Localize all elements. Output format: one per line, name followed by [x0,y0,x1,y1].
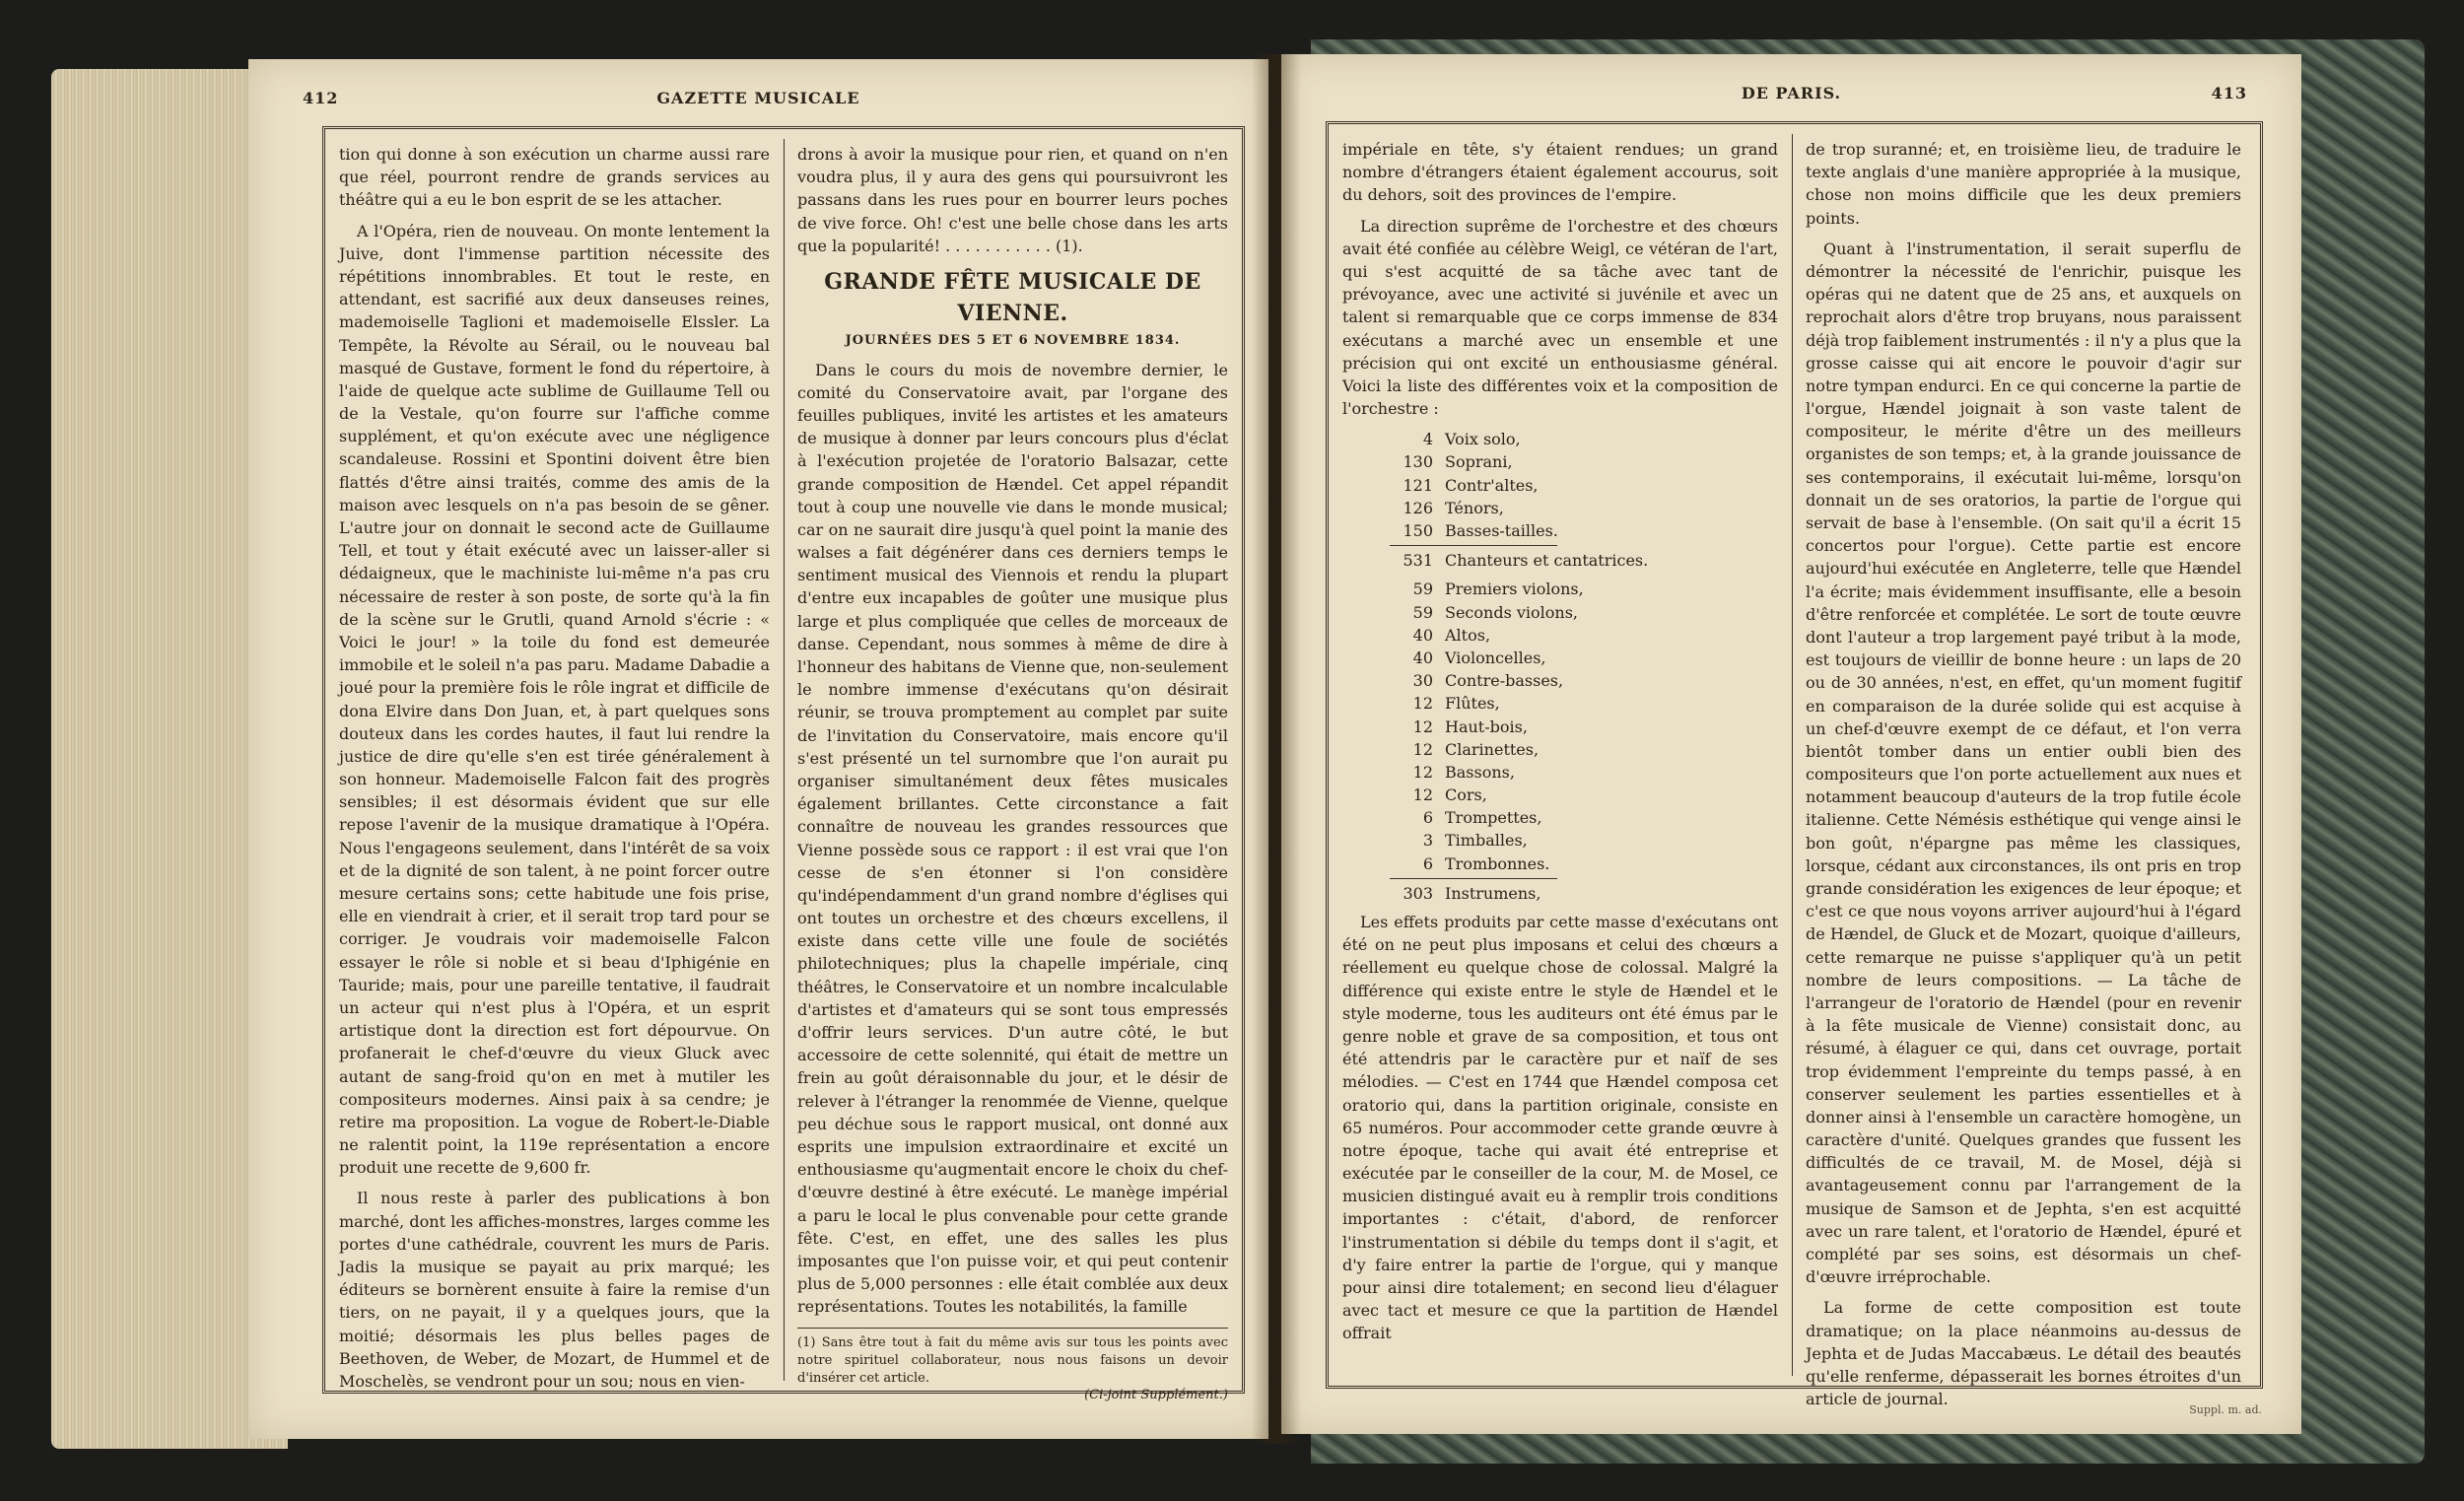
paragraph: La forme de cette composition est toute dramatique; on la place néanmoins au-dessus de Jephta et de Judas Maccabæus. Le détail des beautés qu'elle renferme, dépasserait les bornes étroites d'un article de journal. [1806,1298,2241,1409]
paragraph: drons à avoir la musique pour rien, et quand on n'en voudra plus, il y aura des gens qui poursuivront les passans dans les rues pour en bourrer leurs poches de vive force. Oh! c'est une belle chose dans les arts que la popularité! . . . . . . . . . . . (1). [797,145,1228,255]
voices-list [1342,428,1778,572]
list-item: 6 Trompettes, [1422,808,1542,828]
column-rule [1792,134,1793,1376]
list-item: 30 Contre-basses, [1412,671,1564,691]
list-item: 3 Timballes, [1422,831,1528,851]
left-page [248,59,1268,1439]
footnote-text: (1) Sans être tout à fait du même avis sur tous les points avec notre spirituel collaborateur, nous nous faisons un devoir d'insérer cet article. [797,1335,1228,1386]
printer-signature: Suppl. m. ad. [2189,1403,2262,1416]
list-item: 130 Soprani, [1403,452,1513,472]
right-column-2 [1806,138,2241,1409]
right-text-frame [1326,121,2263,1409]
right-page [1281,54,2301,1434]
instruments-list [1342,578,1778,905]
paragraph: Les effets produits par cette masse d'exécutans ont été on ne peut plus imposans et celui des chœurs a réellement eu quelque chose de colossal. Malgré la différence qui existe entre le style de Hændel et le style moderne, tous les auditeurs ont été émus par le genre noble et grave de sa composition, et tous ont été attendris par le caractère pur et naïf de ses mélodies. — C'est en 1744 que Hændel composa cet oratorio qui, dans la partition originale, consiste en 65 numéros. Pour accommoder cette grande œuvre à notre époque, tache qui avait été entreprise et exécutée par le conseiller de la cour, M. de Mosel, ce musicien distingué avait eu à remplir trois conditions importantes : c'était, d'abord, de renforcer l'instrumentation si débile du temps dont il s'agit, et d'y faire entrer la partie de l'orgue, qui y manque pour ainsi dire totalement; en second lieu d'élaguer avec tact et mesure ce que la partition de Hændel offrait [1342,913,1778,1343]
left-page-number: 412 [303,89,339,107]
book-gutter [1252,54,1301,1444]
left-text-frame [322,126,1245,1403]
footnote [797,1328,1228,1403]
list-item: 59 Premiers violons, [1412,580,1584,599]
list-item: 12 Haut-bois, [1412,716,1528,736]
paragraph: impériale en tête, s'y étaient rendues; un grand nombre d'étrangers étaient également accourus, soit du dehors, soit des provinces de l'empire. [1342,140,1778,205]
column-rule [784,139,785,1381]
list-item: 12 Bassons, [1412,762,1515,782]
left-column-1 [339,143,770,1391]
list-item: 126 Ténors, [1403,498,1504,517]
list-item: 6 Trombonnes. [1422,853,1550,873]
list-item: 40 Violoncelles, [1412,648,1546,667]
paragraph: Quant à l'instrumentation, il serait superflu de démontrer la nécessité de l'enrichir, puisque les opéras qui ne datent que de 25 ans, et auxquels on reprochait alors d'être trop bruyans, nous paraissent déjà trop faiblement instrumentés : il n'y a plus que la grosse caisse qui ait encore le pouvoir d'agir sur notre tympan endurci. En ce qui concerne la partie de l'orgue, Hændel joignait à son vaste talent de compositeur, le mérite d'être un des meilleurs organistes de son temps; et, à la grande jouissance de ses contemporains, il exécutait lui-même, lorsqu'on donnait un de ses oratorios, la partie de l'orgue qui servait de base à l'ensemble. (On sait qu'il a écrit 15 concertos pour l'orgue). Cette partie est encore aujourd'hui exécutée en Angleterre, telle que Hændel l'a écrite; mais évidemment insuffisante, elle a besoin d'être renforcée et complétée. Le sort de toute œuvre dont l'auteur a trop largement payé tribut à la mode, est toujours de vieillir de bonne heure : un laps de 20 ou de 30 années, n'est, en effet, qu'un moment fugitif en comparaison de la durée solide qui est acquise à un chef-d'œuvre exempt de ce défaut, et l'on verra bientôt tomber dans un entier oubli bien des compositeurs que l'on porte actuellement aux nues et notamment beaucoup d'auteurs de la trop futile école italienne. Cette Némésis esthétique qui venge ainsi le bon goût, n'épargne pas même les classiques, lorsque, cédant aux circonstances, ils ont pris en trop grande considération les exigences de leur époque; et c'est ce que nous voyons arriver aujourd'hui à l'égard de Hændel, de Gluck et de Mozart, quoique d'ailleurs, cette remarque ne puisse s'appliquer qu'à un petit nombre de leurs compositions. — La tâche de l'arrangeur de l'oratorio de Hændel (pour en revenir à la fête musicale de Vienne) consistait donc, au résumé, à élaguer ce qui, dans cet ouvrage, portait trop évidemment l'empreinte du temps passé, à en conserver seulement les parties essentielles et à donner ainsi à l'ensemble un caractère homogène, un caractère d'unité. Quelques grandes que fussent les difficultés de ce travail, M. de Mosel, déjà si avantageusement connu par l'arrangement de la musique de Samson et de Jephta, s'en est acquitté avec un rare talent, et l'oratorio de Hændel, épuré et complété par ses soins, est désormais un chef-d'œuvre irréprochable. [1806,239,2241,1287]
voices-total: 531 Chanteurs et cantatrices. [1403,551,1649,571]
list-item: 40 Altos, [1412,625,1491,645]
paragraph: Il nous reste à parler des publications à bon marché, dont les affiches-monstres, larges comme les portes d'une cathédrale, couvrent les murs de Paris. Jadis la musique se payait au prix marqué; les éditeurs se bornèrent ensuite à faire la remise d'un tiers, on ne payait, il y a quelques jours, que la moitié; désormais les plus belles pages de Beethoven, de Weber, de Mozart, de Hummel et de Moschelès, se vendront pour un sou; nous en vien- [339,1189,770,1391]
list-item: 121 Contr'altes, [1403,475,1539,495]
sum-rule [1390,545,1557,546]
list-item: 59 Seconds violons, [1412,602,1579,622]
paragraph: de trop suranné; et, en troisième lieu, de traduire le texte anglais d'une manière appropriée à la musique, chose non moins difficile que les deux premiers points. [1806,140,2241,228]
list-item: 12 Cors, [1412,785,1487,805]
list-item: 4 Voix solo, [1422,430,1521,449]
article-title: GRANDE FÊTE MUSICALE DE VIENNE. [824,268,1201,326]
paragraph: tion qui donne à son exécution un charme aussi rare que réel, pourront rendre de grands services au théâtre qui a eu le bon esprit de se les attacher. [339,145,770,210]
list-item: 12 Clarinettes, [1412,739,1540,759]
paragraph: A l'Opéra, rien de nouveau. On monte lentement la Juive, dont l'immense partition nécessite des répétitions innombrables. Et tout le reste, en attendant, est sacrifié aux deux danseuses reines, mademoiselle Taglioni et mademoiselle Elssler. La Tempête, la Révolte au Sérail, ou le nouveau bal masqué de Gustave, forment le fond du répertoire, à l'aide de quelque acte sublime de Guillaume Tell ou de la Vestale, qu'on fourre sur l'affiche comme supplément, et qu'on exécute avec une négligence scandaleuse. Rossini et Spontini doivent être bien flattés d'être ainsi traités, comme des amis de la maison avec lesquels on n'a pas besoin de se gêner. L'autre jour on donnait le second acte de Guillaume Tell, et tout y était exécuté avec un laisser-aller si dédaigneux, que le machiniste lui-même n'a pas cru nécessaire de rester à son poste, de sorte qu'à la fin de la scène sur le Grutli, quand Arnold s'écrie : « Voici le jour! » la toile du fond est demeurée immobile et le soleil n'a pas paru. Madame Dabadie a joué pour la première fois le rôle ingrat et difficile de dona Elvire dans Don Juan, et, à part quelques sons douteux dans les cordes hautes, il faut lui rendre la justice de dire qu'elle s'en est tirée généralement à son honneur. Mademoiselle Falcon fait des progrès sensibles; il est désormais évident que sur elle repose l'avenir de la musique dramatique à l'Opéra. Nous l'engageons seulement, dans l'intérêt de sa voix et de la dignité de son talent, à ne point forcer outre mesure certains sons; cette habitude une fois prise, elle en viendrait à crier, et il serait trop tard pour se corriger. Je voudrais voir mademoiselle Falcon essayer le rôle si noble et si beau d'Iphigénie en Tauride; mais, pour une pareille tentative, il faudrait un acteur qui n'est plus à l'Opéra, et un esprit artistique dont la direction est fort dépourvue. On profanerait le chef-d'œuvre du vieux Gluck avec autant de sang-froid qu'on en met à mutiler les compositeurs modernes. Ainsi paix à sa cendre; je retire ma proposition. La vogue de Robert-le-Diable ne ralentit point, la 119e représentation a encore produit une recette de 9,600 fr. [339,221,770,1178]
left-column-2 [797,143,1228,1403]
instruments-total: 303 Instrumens, [1403,883,1541,903]
footnote-reference: (Ci-joint Supplément.) [1084,1388,1228,1403]
paragraph: La direction suprême de l'orchestre et des chœurs avait été confiée au célèbre Weigl, ce vétéran de l'art, qui s'est acquitté de sa tâche avec tant de prévoyance, avec une activité si juvénile et avec un talent si remarquable que ce corps immense de 834 exécutans a marché avec un ensemble et une précision qui ont excité un enthousiasme général. Voici la liste des différentes voix et la composition de l'orchestre : [1342,216,1778,419]
right-running-head: DE PARIS. [1741,84,1842,102]
sum-rule [1390,878,1557,879]
list-item: 12 Flûtes, [1412,694,1500,714]
list-item: 150 Basses-tailles. [1403,521,1558,540]
paragraph: Dans le cours du mois de novembre dernier, le comité du Conservatoire avait, par l'organe des feuilles publiques, invité les artistes et les amateurs de musique à donner par leurs concours plus d'éclat à l'exécution projetée de l'oratorio Balsazar, cette grande composition de Hændel. Cet appel répandit tout à coup une nouvelle vie dans le monde musical; car on ne saurait dire jusqu'à quel point la manie des walses a fait dégénérer dans ces derniers temps le sentiment musical des Viennois et rendu la plupart d'entre eux incapables de goûter une musique plus large et plus compliquée que celles de morceaux de danse. Cependant, nous sommes à même de dire à l'honneur des habitans de Vienne que, non-seulement le nombre immense d'exécutans qu'on désirait réunir, se trouva promptement au complet par suite de l'invitation du Conservatoire, mais encore qu'il s'est présenté un tel surnombre que l'on aurait pu organiser simultanément deux fêtes musicales également brillantes. Cette circonstance a fait connaître de nouveau les grandes ressources que Vienne possède sous ce rapport : il est vrai que l'on cesse de s'en étonner si l'on considère qu'indépendamment d'un grand nombre d'églises qui ont toutes un orchestre et des chœurs excellens, il existe dans cette ville une foule de sociétés philotechniques; plus la chapelle impériale, cinq théâtres, le Conservatoire et un nombre incalculable d'artistes et d'amateurs qui se sont tous empressés d'offrir leurs services. D'un autre côté, le but accessoire de cette solennité, qui était de mettre un frein au goût déraisonnable du jour, et le désir de relever à l'étranger la renommée de Vienne, quelque peu déchue sous le rapport musical, ont donné aux esprits une impulsion extraordinaire et excité un enthousiasme qu'augmentait encore le choix du chef-d'œuvre destiné à être exécuté. Le manège impérial a paru le local le plus convenable pour cette grande fête. C'est, en effet, une des salles les plus imposantes que l'on puisse voir, et qui peut contenir plus de 5,000 personnes : elle était comblée aux deux représentations. Toutes les notabilités, la famille [797,360,1228,1317]
right-column-1 [1342,138,1778,1374]
article-subtitle: JOURNÉES DES 5 ET 6 NOVEMBRE 1834. [845,332,1181,348]
right-page-number: 413 [2211,84,2247,102]
left-running-head: GAZETTE MUSICALE [656,89,860,107]
